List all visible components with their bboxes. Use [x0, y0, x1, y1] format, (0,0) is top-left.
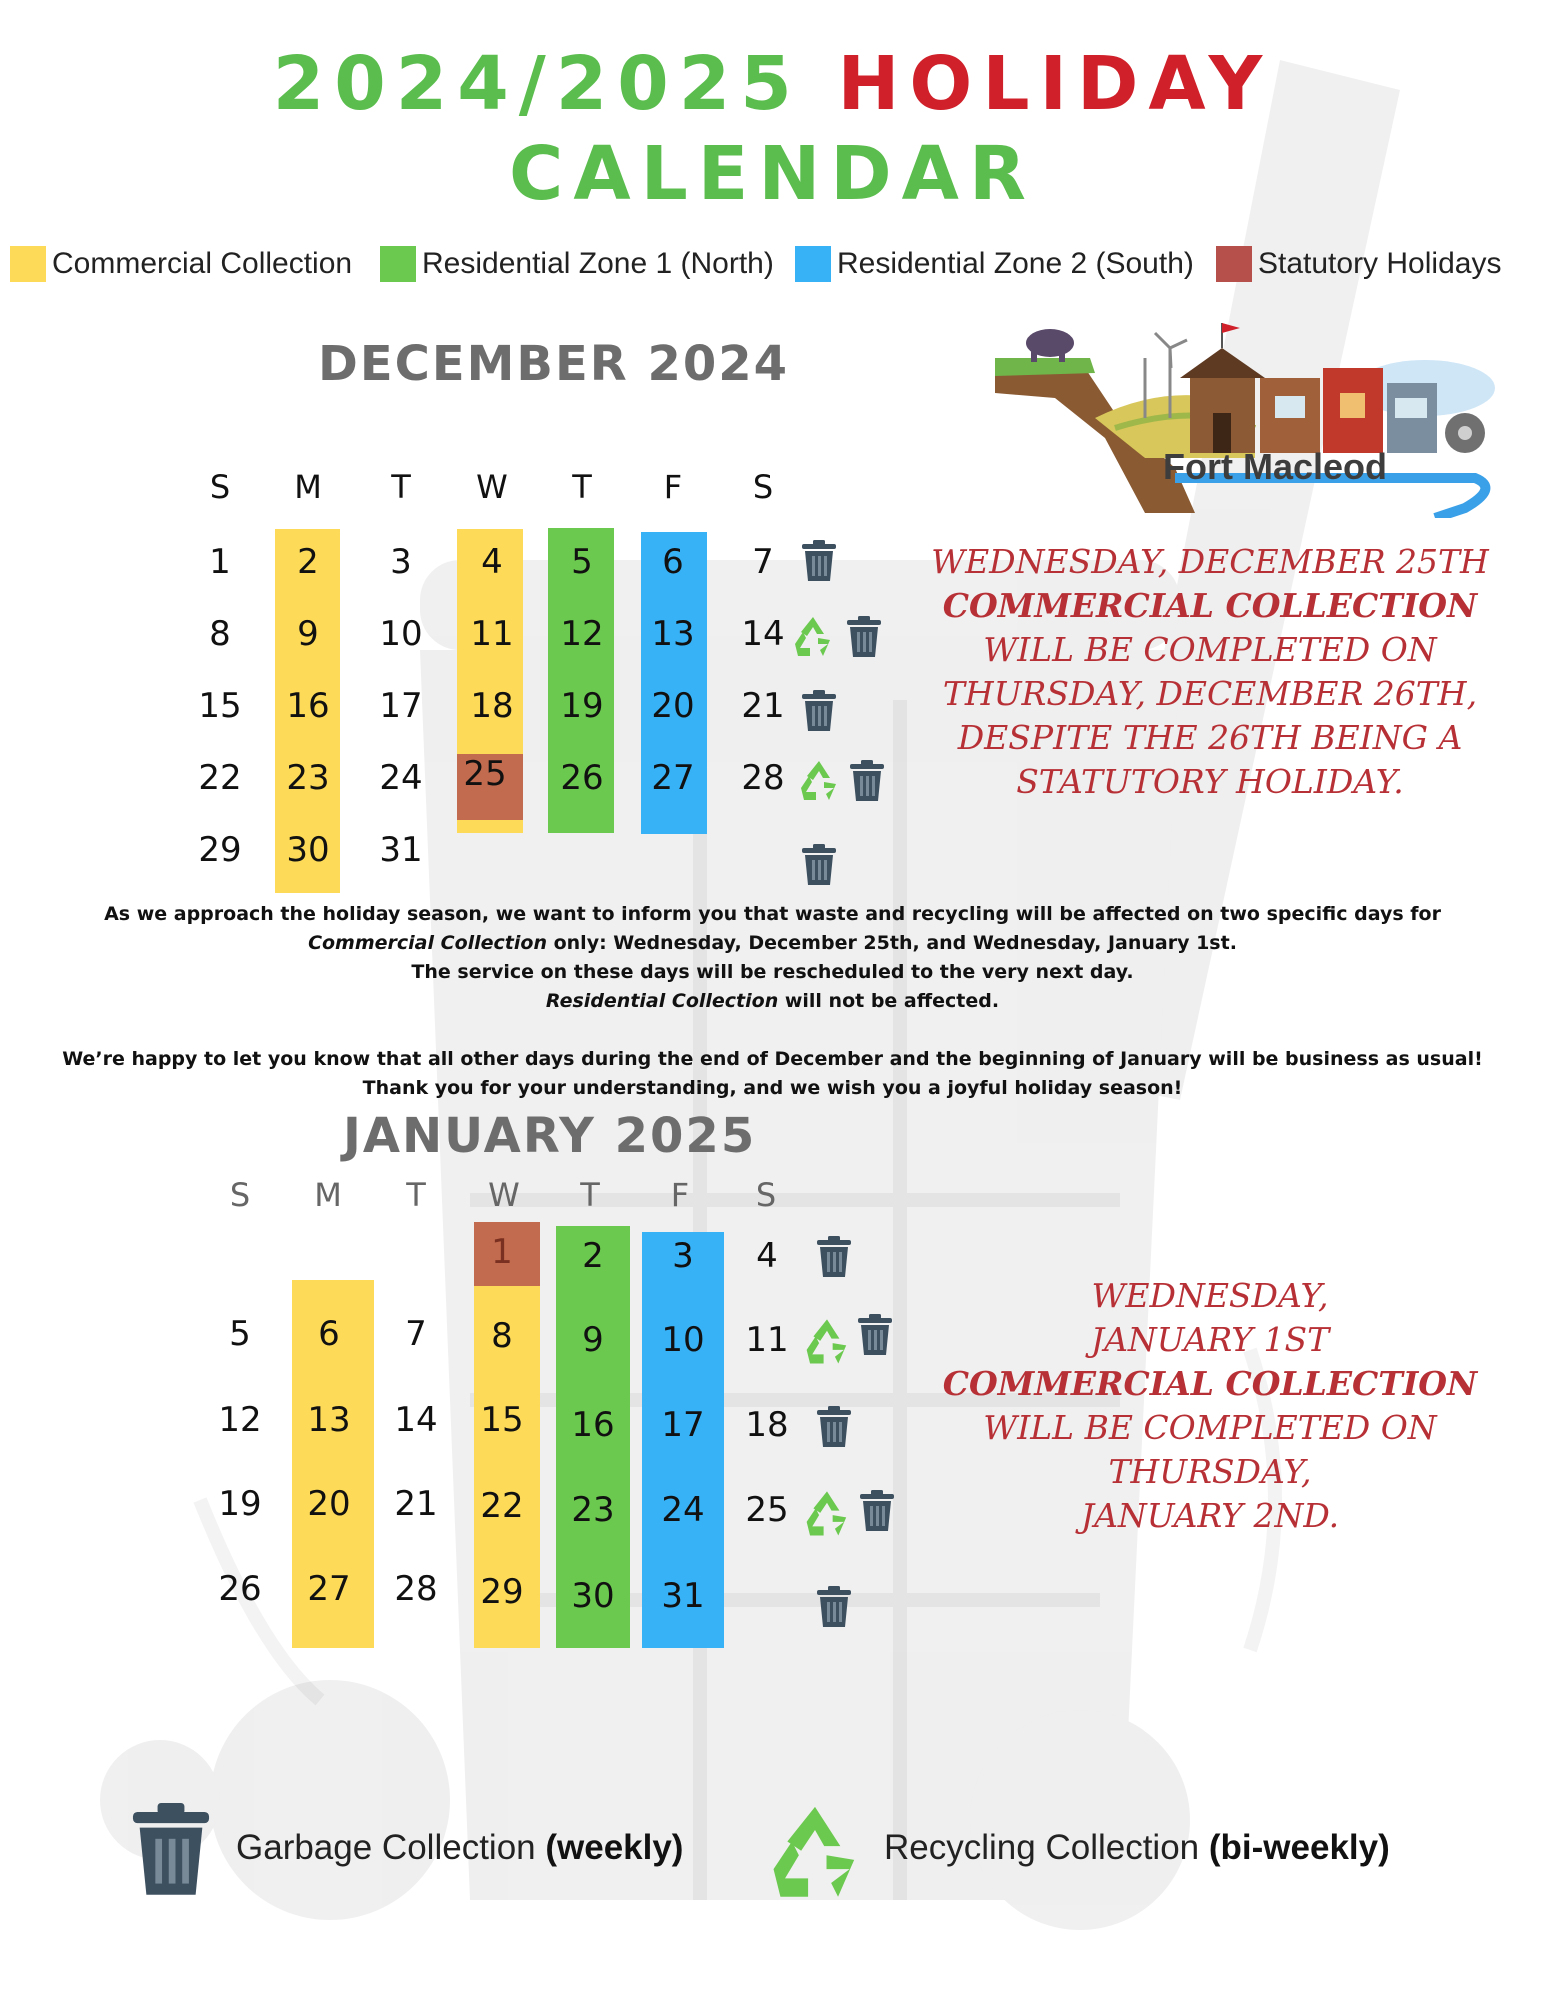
page-title	[0, 42, 1545, 126]
weekday-header: M	[314, 1176, 342, 1214]
note-line-bold: COMMERCIAL COLLECTION	[942, 586, 1478, 625]
day-cell: 15	[198, 686, 242, 726]
garbage-icon	[800, 844, 838, 886]
weekday-header: W	[488, 1176, 520, 1214]
day-cell: 24	[379, 758, 423, 798]
note-line: THURSDAY, DECEMBER 26TH,	[942, 674, 1478, 713]
day-cell: 25	[463, 754, 507, 794]
legend-commercial	[10, 246, 352, 282]
day-cell: 11	[470, 614, 514, 654]
day-cell: 9	[582, 1320, 604, 1360]
day-cell: 13	[307, 1400, 351, 1440]
title-calendar: CALENDAR	[509, 131, 1036, 217]
day-cell: 4	[481, 542, 503, 582]
recycling-label: Recycling Collection	[884, 1828, 1209, 1867]
day-cell: 29	[198, 830, 242, 870]
day-cell: 21	[394, 1484, 438, 1524]
legend-label: Residential Zone 2 (South)	[837, 247, 1194, 280]
garbage-icon	[815, 1586, 853, 1628]
fort-macleod-logo	[995, 318, 1505, 518]
weekday-header: S	[755, 1176, 777, 1214]
note-line: STATUTORY HOLIDAY.	[1016, 762, 1404, 801]
day-cell: 16	[286, 686, 330, 726]
note-line-bold: COMMERCIAL COLLECTION	[942, 1364, 1478, 1403]
note-line: JANUARY 1ST	[1090, 1320, 1330, 1359]
day-cell: 19	[560, 686, 604, 726]
day-cell: 2	[297, 542, 319, 582]
day-cell: 20	[651, 686, 695, 726]
note-line: WILL BE COMPLETED ON	[983, 1408, 1437, 1447]
legend	[10, 246, 1540, 286]
day-cell: 9	[297, 614, 319, 654]
info-italic: Residential Collection	[545, 990, 779, 1012]
weekday-header: T	[580, 1176, 600, 1214]
recycling-legend-label	[884, 1828, 1390, 1868]
legend-statutory	[1216, 246, 1501, 282]
day-cell: 23	[286, 758, 330, 798]
day-cell: 21	[741, 686, 785, 726]
day-cell: 30	[571, 1576, 615, 1616]
day-cell: 31	[379, 830, 423, 870]
day-cell: 29	[480, 1572, 524, 1612]
recycling-icon	[801, 1316, 853, 1368]
january-note	[930, 1274, 1490, 1538]
info-line: We’re happy to let you know that all other days during the end of December and the beginning of January will be business as usual!	[62, 1048, 1483, 1070]
day-cell: 27	[651, 758, 695, 798]
garbage-icon	[800, 540, 838, 582]
weekday-header: F	[663, 468, 683, 506]
info-line	[40, 987, 1505, 1016]
recycling-icon	[801, 1488, 853, 1540]
legend-label: Residential Zone 1 (North)	[422, 247, 774, 280]
day-cell: 23	[571, 1490, 615, 1530]
weekday-header: S	[209, 468, 231, 506]
weekday-header: S	[229, 1176, 251, 1214]
note-line: WILL BE COMPLETED ON	[983, 630, 1437, 669]
day-cell: 10	[379, 614, 423, 654]
day-cell: 24	[661, 1490, 705, 1530]
day-cell: 22	[198, 758, 242, 798]
info-paragraph	[40, 900, 1505, 1103]
day-cell: 3	[390, 542, 412, 582]
note-line: WEDNESDAY,	[1091, 1276, 1329, 1315]
january-title: JANUARY 2025	[343, 1108, 757, 1164]
day-cell: 7	[405, 1314, 427, 1354]
garbage-frequency: (weekly)	[545, 1828, 684, 1867]
day-cell: 28	[741, 758, 785, 798]
info-line: Thank you for your understanding, and we wish you a joyful holiday season!	[362, 1077, 1183, 1099]
info-line	[40, 929, 1505, 958]
weekday-header: T	[572, 468, 592, 506]
weekday-header: T	[406, 1176, 426, 1214]
garbage-icon	[845, 616, 883, 658]
day-cell: 6	[318, 1314, 340, 1354]
day-cell: 6	[662, 542, 684, 582]
day-cell: 5	[229, 1314, 251, 1354]
day-cell: 31	[661, 1576, 705, 1616]
recycling-icon	[796, 758, 842, 804]
note-line: WEDNESDAY, DECEMBER 25TH	[931, 542, 1489, 581]
title-years: 2024/2025	[272, 41, 802, 127]
garbage-icon	[815, 1236, 853, 1278]
day-cell: 1	[491, 1232, 513, 1272]
title-holiday: HOLIDAY	[837, 41, 1273, 127]
legend-label: Statutory Holidays	[1258, 247, 1502, 280]
day-cell: 8	[209, 614, 231, 654]
day-cell: 18	[470, 686, 514, 726]
garbage-icon	[128, 1803, 214, 1897]
day-cell: 28	[394, 1569, 438, 1609]
logo-graphic	[995, 318, 1505, 518]
day-cell: 11	[745, 1320, 789, 1360]
december-note	[910, 540, 1510, 804]
day-cell: 15	[480, 1400, 524, 1440]
weekday-header: S	[752, 468, 774, 506]
note-line: DESPITE THE 26TH BEING A	[957, 718, 1463, 757]
day-cell: 14	[741, 614, 785, 654]
day-cell: 14	[394, 1400, 438, 1440]
garbage-icon	[815, 1406, 853, 1448]
note-line: THURSDAY,	[1108, 1452, 1312, 1491]
info-text: will not be affected.	[778, 990, 1000, 1012]
logo-text: Fort Macleod	[1163, 446, 1388, 487]
day-cell: 26	[560, 758, 604, 798]
note-line: JANUARY 2ND.	[1080, 1496, 1340, 1535]
day-cell: 18	[745, 1405, 789, 1445]
day-cell: 12	[218, 1400, 262, 1440]
day-cell: 17	[379, 686, 423, 726]
weekday-header: F	[670, 1176, 690, 1214]
recycling-icon	[762, 1800, 868, 1906]
legend-label: Commercial Collection	[52, 247, 353, 280]
day-cell: 7	[752, 542, 774, 582]
recycling-frequency: (bi-weekly)	[1208, 1828, 1390, 1867]
garbage-icon	[858, 1490, 896, 1532]
recycling-icon	[790, 614, 836, 660]
info-text: only: Wednesday, December 25th, and Wednesday, January 1st.	[546, 932, 1237, 954]
legend-swatch-zone2	[795, 246, 831, 282]
day-cell: 17	[661, 1405, 705, 1445]
legend-swatch-commercial	[10, 246, 46, 282]
day-cell: 25	[745, 1490, 789, 1530]
day-cell: 26	[218, 1569, 262, 1609]
info-line: The service on these days will be rescheduled to the very next day.	[411, 961, 1134, 983]
day-cell: 5	[571, 542, 593, 582]
legend-swatch-statutory	[1216, 246, 1252, 282]
day-cell: 30	[286, 830, 330, 870]
garbage-label: Garbage Collection	[236, 1828, 546, 1867]
weekday-header: T	[391, 468, 411, 506]
info-line: As we approach the holiday season, we want to inform you that waste and recycling will be affected on two specific days for	[104, 903, 1441, 925]
garbage-icon	[848, 760, 886, 802]
legend-zone1	[380, 246, 774, 282]
day-cell: 10	[661, 1320, 705, 1360]
day-cell: 1	[209, 542, 231, 582]
day-cell: 12	[560, 614, 604, 654]
day-cell: 3	[672, 1236, 694, 1276]
legend-swatch-zone1	[380, 246, 416, 282]
day-cell: 19	[218, 1484, 262, 1524]
december-title: DECEMBER 2024	[318, 336, 790, 392]
day-cell: 22	[480, 1486, 524, 1526]
day-cell: 13	[651, 614, 695, 654]
day-cell: 4	[756, 1236, 778, 1276]
garbage-icon	[856, 1314, 894, 1356]
info-italic: Commercial Collection	[308, 932, 547, 954]
day-cell: 8	[491, 1316, 513, 1356]
day-cell: 2	[582, 1236, 604, 1276]
day-cell: 16	[571, 1405, 615, 1445]
day-cell: 20	[307, 1484, 351, 1524]
legend-zone2	[795, 246, 1194, 282]
weekday-header: W	[476, 468, 508, 506]
weekday-header: M	[294, 468, 322, 506]
garbage-legend-label	[236, 1828, 683, 1868]
day-cell: 27	[307, 1569, 351, 1609]
garbage-icon	[800, 690, 838, 732]
